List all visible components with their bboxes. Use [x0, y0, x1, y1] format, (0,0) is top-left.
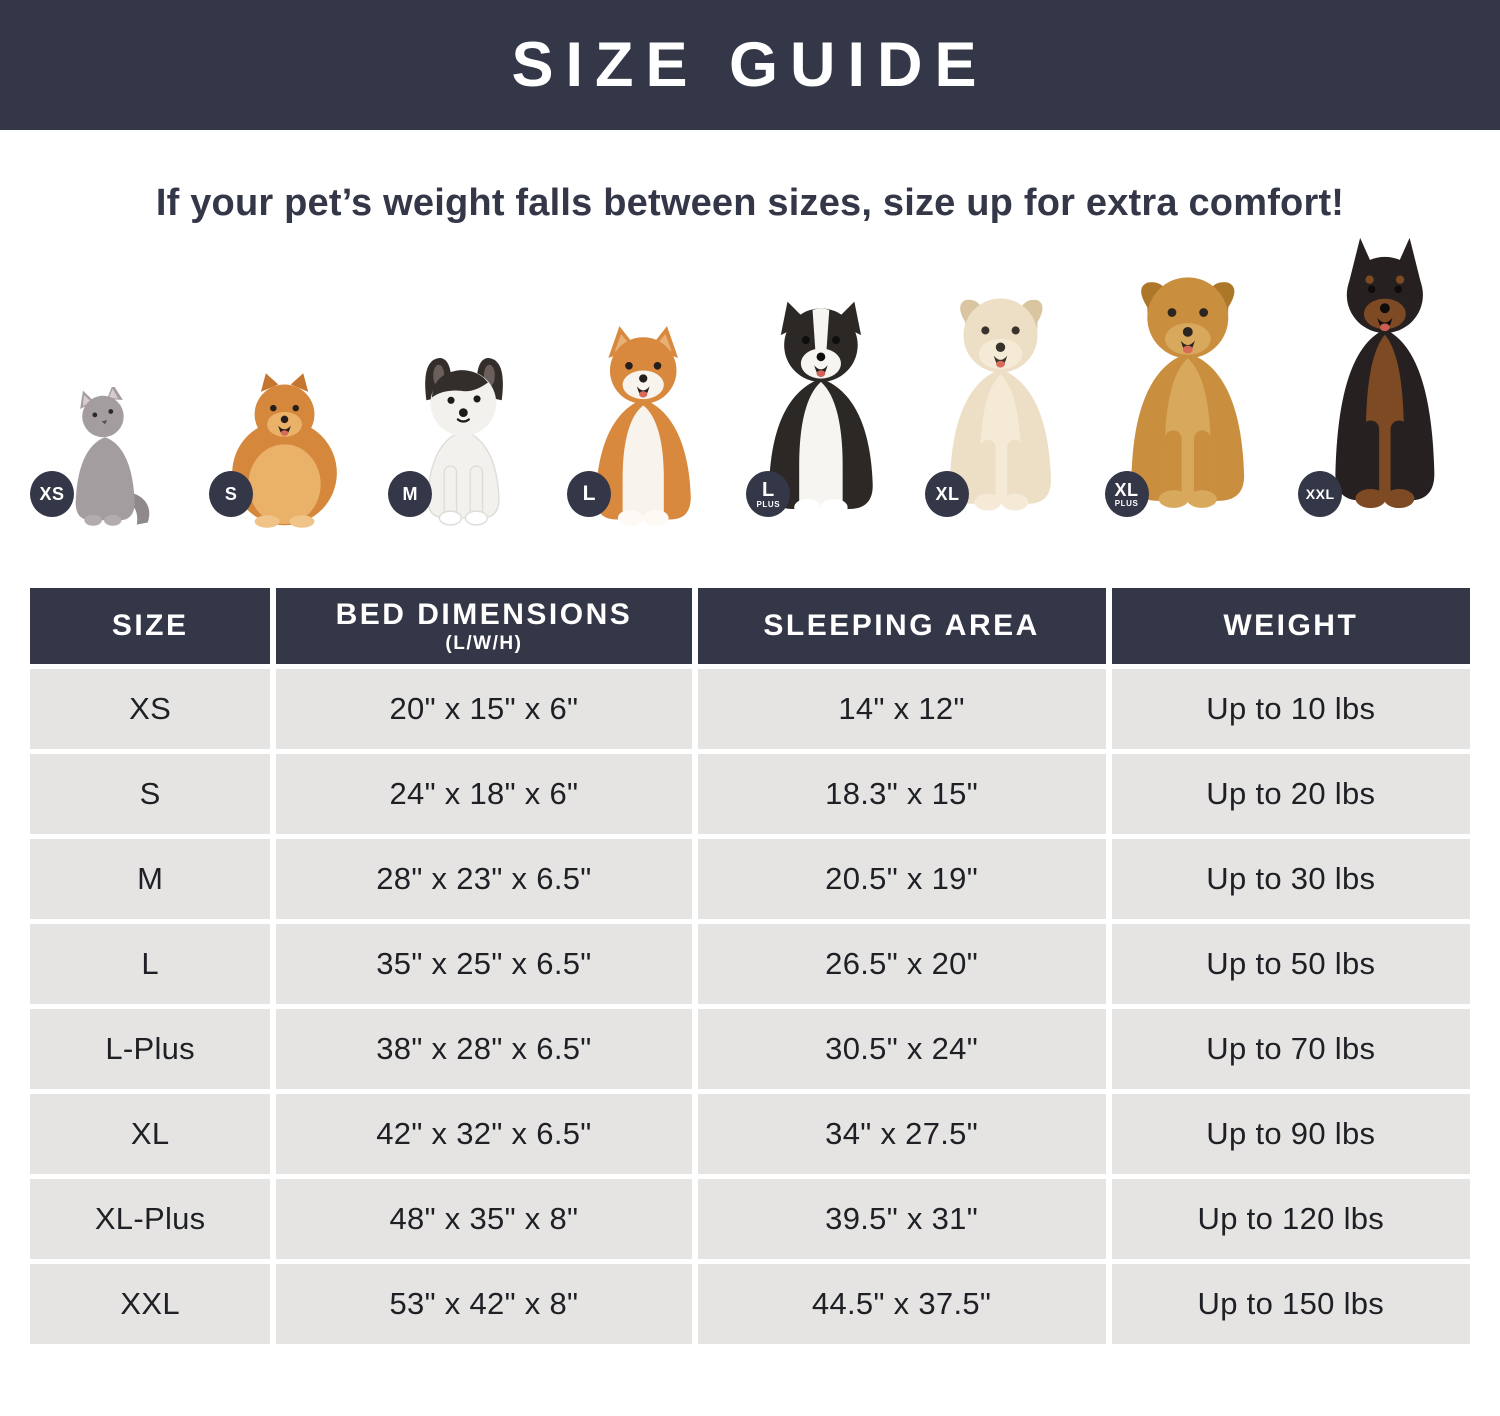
- cell-bed-dimensions: 48" x 35" x 8": [276, 1179, 691, 1259]
- column-header-bed-dimensions-note: (L/W/H): [445, 632, 523, 654]
- badge-label: XL: [1114, 479, 1139, 500]
- badge-label: XS: [39, 483, 65, 504]
- cell-size: L-Plus: [30, 1009, 270, 1089]
- column-header-bed-dimensions: [276, 588, 691, 664]
- badge-label: L: [582, 482, 596, 505]
- cell-size: XXL: [30, 1264, 270, 1344]
- pet-slot-xl-plus: [1091, 265, 1285, 543]
- cell-sleeping-area: 26.5" x 20": [698, 924, 1106, 1004]
- badge-label: M: [402, 483, 418, 504]
- size-row-xl-plus: [30, 1179, 1470, 1259]
- cell-bed-dimensions: 38" x 28" x 6.5": [276, 1009, 691, 1089]
- size-table-body: [30, 669, 1470, 1344]
- banner: [0, 0, 1500, 130]
- badge-label: S: [224, 483, 238, 504]
- column-header-bed-dimensions-label: BED DIMENSIONS: [335, 597, 633, 631]
- cell-size: XL-Plus: [30, 1179, 270, 1259]
- cell-sleeping-area: 44.5" x 37.5": [698, 1264, 1106, 1344]
- cell-bed-dimensions: 28" x 23" x 6.5": [276, 839, 691, 919]
- page-title: SIZE GUIDE: [511, 30, 989, 100]
- cell-weight: Up to 30 lbs: [1112, 839, 1470, 919]
- cell-weight: Up to 10 lbs: [1112, 669, 1470, 749]
- cell-weight: Up to 20 lbs: [1112, 754, 1470, 834]
- size-table: [24, 583, 1476, 1349]
- pet-slot-l: [553, 323, 732, 543]
- cell-size: XL: [30, 1094, 270, 1174]
- cell-size: S: [30, 754, 270, 834]
- pet-slot-xxl: [1284, 234, 1484, 543]
- badge-label: XXL: [1305, 485, 1335, 502]
- column-header-weight: WEIGHT: [1112, 588, 1470, 664]
- size-table-header: [30, 588, 1470, 664]
- gray-cat-icon: [56, 387, 154, 529]
- size-row-l-plus: [30, 1009, 1470, 1089]
- size-row-l: [30, 924, 1470, 1004]
- cell-sleeping-area: 18.3" x 15": [698, 754, 1106, 834]
- pet-slot-xl: [911, 285, 1090, 543]
- cell-bed-dimensions: 20" x 15" x 6": [276, 669, 691, 749]
- size-row-xl: [30, 1094, 1470, 1174]
- cell-sleeping-area: 30.5" x 24": [698, 1009, 1106, 1089]
- cell-bed-dimensions: 35" x 25" x 6.5": [276, 924, 691, 1004]
- column-header-sleeping-area: SLEEPING AREA: [698, 588, 1106, 664]
- size-badge-l: [567, 471, 611, 517]
- size-row-xxl: [30, 1264, 1470, 1344]
- pet-slot-m: [374, 351, 553, 543]
- badge-label: L: [762, 478, 775, 501]
- cell-sleeping-area: 20.5" x 19": [698, 839, 1106, 919]
- size-row-m: [30, 839, 1470, 919]
- cell-sleeping-area: 39.5" x 31": [698, 1179, 1106, 1259]
- cell-weight: Up to 120 lbs: [1112, 1179, 1470, 1259]
- cell-weight: Up to 50 lbs: [1112, 924, 1470, 1004]
- badge-sublabel: PLUS: [1114, 498, 1139, 508]
- cell-size: L: [30, 924, 270, 1004]
- pet-size-lineup: [0, 231, 1500, 543]
- size-badge-xxl: [1298, 471, 1342, 517]
- cell-sleeping-area: 14" x 12": [698, 669, 1106, 749]
- cell-bed-dimensions: 24" x 18" x 6": [276, 754, 691, 834]
- cell-size: M: [30, 839, 270, 919]
- badge-label: XL: [935, 483, 960, 504]
- header-row: [30, 588, 1470, 664]
- size-badge-xl-plus: [1105, 471, 1149, 517]
- size-row-s: [30, 754, 1470, 834]
- cell-weight: Up to 150 lbs: [1112, 1264, 1470, 1344]
- cell-bed-dimensions: 42" x 32" x 6.5": [276, 1094, 691, 1174]
- size-badge-s: [209, 471, 253, 517]
- column-header-size: SIZE: [30, 588, 270, 664]
- cell-size: XS: [30, 669, 270, 749]
- pet-slot-l-plus: [732, 295, 911, 543]
- cell-weight: Up to 90 lbs: [1112, 1094, 1470, 1174]
- size-row-xs: [30, 669, 1470, 749]
- pet-slot-s: [195, 367, 374, 543]
- cell-bed-dimensions: 53" x 42" x 8": [276, 1264, 691, 1344]
- cell-sleeping-area: 34" x 27.5": [698, 1094, 1106, 1174]
- badge-sublabel: PLUS: [756, 499, 781, 509]
- pet-slot-xs: [16, 387, 195, 543]
- cell-weight: Up to 70 lbs: [1112, 1009, 1470, 1089]
- size-badge-xs: [30, 471, 74, 517]
- size-badge-m: [388, 471, 432, 517]
- subtitle: If your pet’s weight falls between sizes, size up for extra comfort!: [155, 182, 1345, 224]
